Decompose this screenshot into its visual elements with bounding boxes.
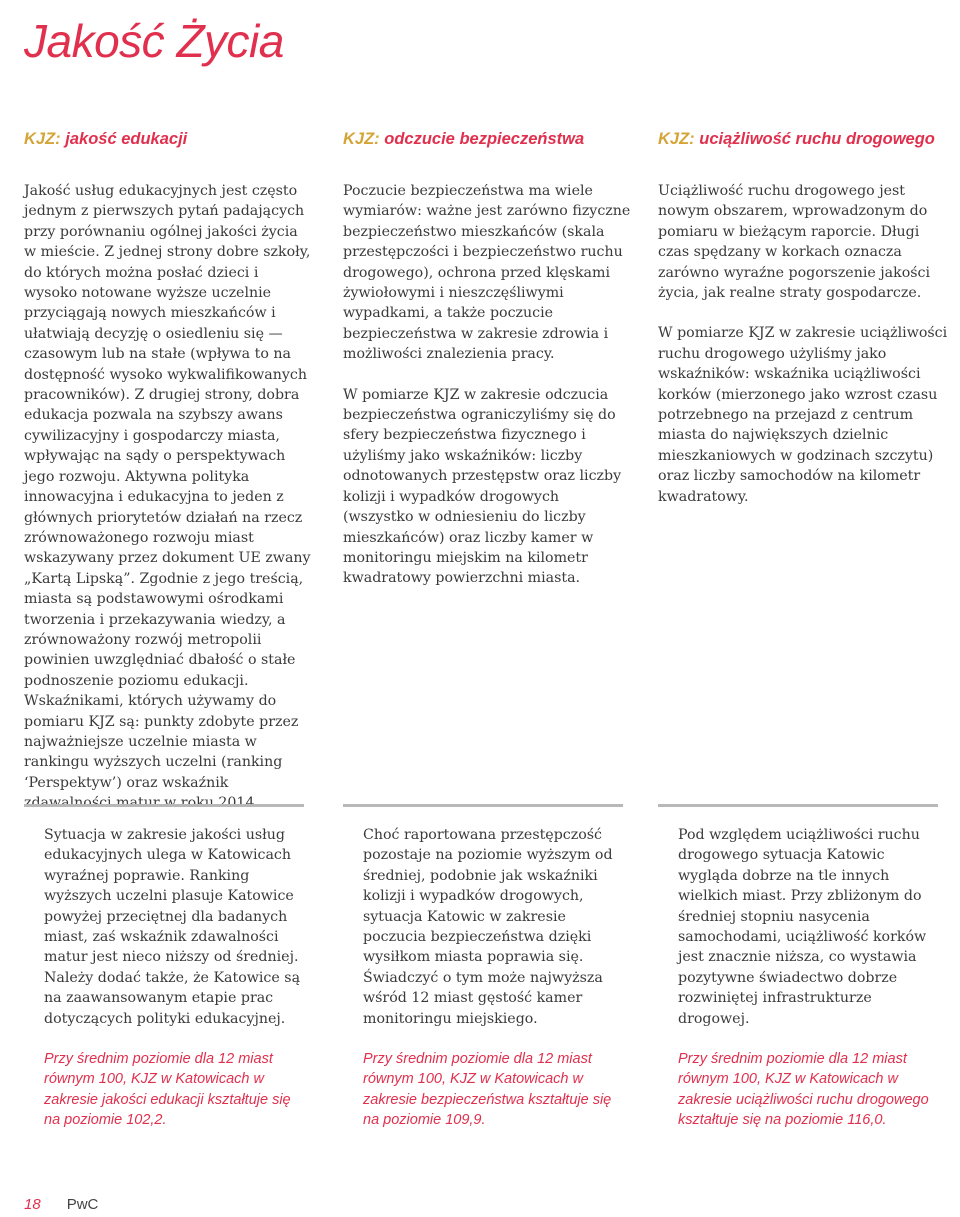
summary-box-safety	[343, 804, 623, 1179]
column-heading	[658, 130, 948, 149]
summary-highlight: Przy średnim poziomie dla 12 miast równym 100, KJZ w Katowicach w zakresie bezpieczeństwa kształtuje się na poziomie 109,9.	[363, 1051, 612, 1129]
body-paragraph: Poczucie bezpieczeństwa ma wiele wymiarów: ważne jest zarówno fizyczne bezpieczeństwo mieszkańców (skala przestępczości i bezpieczeństwo ruchu drogowego), ochrona przed klęskami żywiołowymi i nieszczęśliwymi wypadkami, a także poczucie bezpieczeństwa w zakresie zdrowia i możliwości znalezienia pracy.	[343, 183, 631, 363]
summary-box-education	[24, 804, 304, 1179]
page-footer	[24, 1196, 98, 1213]
heading-text: jakość edukacji	[60, 130, 188, 148]
heading-prefix: KJZ:	[658, 130, 695, 148]
page-title: Jakość Życia	[24, 15, 284, 67]
column-traffic	[658, 130, 948, 527]
body-paragraph: Uciążliwość ruchu drogowego jest nowym obszarem, wprowadzonym do pomiaru w bieżącym raporcie. Długi czas spędzany w korkach oznacza zarówno wyraźne pogorszenie jakości życia, jak realne straty gospodarcze.	[658, 183, 931, 302]
heading-text: odczucie bezpieczeństwa	[379, 130, 585, 148]
body-paragraph: Jakość usług edukacyjnych jest często jednym z pierwszych pytań padających przy porównaniu ogólnej jakości życia w mieście. Z jednej strony dobre szkoły, do których można posłać dzieci i wysoko notowane wyższe uczelnie przyciągają nowych mieszkańców i ułatwiają decyzję o osiedleniu się — czasowym lub na stałe (wpływa to na dostępność wysoko wykwalifikowanych pracowników). Z drugiej strony, dobra edukacja pozwala na szybszy awans cywilizacyjny i gospodarczy miasta, wpływając na sądy o perspektywach jego rozwoju. Aktywna polityka innowacyjna i edukacyjna to jeden z głównych priorytetów działań na rzecz zrównoważonego rozwoju miast wskazywany przez dokument UE zwany „Kartą Lipską”. Zgodnie z jego treścią, miasta są podstawowymi ośrodkami tworzenia i przekazywania wiedzy, a zrównoważony rozwój metropolii powinien uwzględniać dbałość o stałe podnoszenie poziomu edukacji. Wskaźnikami, których używamy do pomiaru KJZ są: punkty zdobyte przez najważniejsze uczelnie miasta w rankingu wyższych uczelni (ranking ‘Perspektyw’) oraz wskaźnik	[24, 183, 311, 791]
heading-text: uciążliwość ruchu drogowego	[694, 130, 935, 148]
summary-text: Choć raportowana przestępczość pozostaje na poziomie wyższym od średniej, podobnie jak wskaźniki kolizji i wypadków drogowych, sytuacja Katowic w zakresie poczucia bezpieczeństwa dzięki wysiłkom miasta poprawia się. Świadczyć o tym może najwyższa wśród 12 miast gęstość kamer monitoringu miejskiego.	[363, 827, 613, 1027]
column-heading	[343, 130, 633, 149]
body-paragraph: W pomiarze KJZ w zakresie odczucia bezpieczeństwa ograniczyliśmy się do sfery bezpieczeństwa fizycznego i użyliśmy jako wskaźników: liczby odnotowanych przestępstw oraz liczby kolizji i wypadków drogowych (wszystko w odniesieniu do liczby mieszkańców) oraz liczby kamer w monitoringu miejskim na kilometr kwadratowy powierzchni miasta.	[343, 386, 622, 587]
page-number: 18	[24, 1196, 41, 1213]
summary-text: Sytuacja w zakresie jakości usług edukacyjnych ulega w Katowicach wyraźnej poprawie. Ranking wyższych uczelni plasuje Katowice powyżej przeciętnej dla badanych miast, zaś wskaźnik zdawalności matur jest nieco niższy od średniej. Należy dodać także, że Katowice są na zaawansowanym etapie prac dotyczących polityki edukacyjnej.	[44, 827, 301, 1027]
summary-text: Pod względem uciążliwości ruchu drogowego sytuacja Katowic wygląda dobrze na tle innych wielkich miast. Przy zbliżonym do średniej stopniu nasycenia samochodami, uciążliwość korków jest znacznie niższa, co wystawia pozytywne świadectwo dobrze rozwiniętej infrastrukturze drogowej.	[678, 827, 927, 1027]
body-paragraph: W pomiarze KJZ w zakresie uciążliwości ruchu drogowego użyliśmy jako wskaźników: wskaźnika uciążliwości korków (mierzonego jako wzrost czasu potrzebnego na przejazd z centrum miasta do największych dzielnic mieszkaniowych w godzinach szczytu) oraz liczby samochodów na kilometr kwadratowy.	[658, 325, 948, 505]
summary-highlight: Przy średnim poziomie dla 12 miast równym 100, KJZ w Katowicach w zakresie jakości edukacji kształtuje się na poziomie 102,2.	[44, 1051, 291, 1129]
column-heading	[24, 130, 314, 149]
summary-box-traffic	[658, 804, 938, 1179]
column-safety	[343, 130, 633, 609]
column-education	[24, 130, 314, 834]
heading-prefix: KJZ:	[343, 130, 380, 148]
summary-highlight: Przy średnim poziomie dla 12 miast równym 100, KJZ w Katowicach w zakresie uciążliwości ruchu drogowego kształtuje się na poziomie 116,0.	[678, 1051, 929, 1129]
brand-name: PwC	[66, 1196, 99, 1213]
heading-prefix: KJZ:	[24, 130, 61, 148]
